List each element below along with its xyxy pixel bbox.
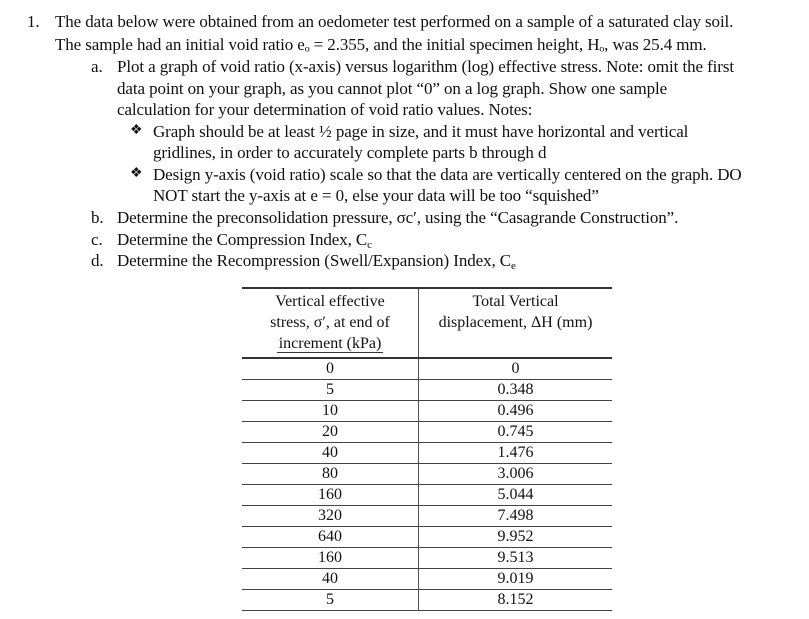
table-row bbox=[242, 422, 612, 443]
stress-cell: 10 bbox=[242, 401, 419, 422]
table-row bbox=[242, 485, 612, 506]
stress-cell: 160 bbox=[242, 548, 419, 569]
displacement-cell: 0.745 bbox=[419, 422, 613, 443]
table-row bbox=[242, 506, 612, 527]
header-vertical-effective-stress: Vertical effective stress, σ′, at end of increment (kPa) bbox=[242, 288, 419, 358]
stress-cell: 160 bbox=[242, 485, 419, 506]
part-b-text: Determine the preconsolidation pressure, σc′, using the “Casagrande Construction”. bbox=[117, 208, 679, 227]
displacement-cell: 1.476 bbox=[419, 443, 613, 464]
displacement-cell: 0.348 bbox=[419, 380, 613, 401]
part-a-line-1: Plot a graph of void ratio (x-axis) versus logarithm (log) effective stress. Note: omit the first bbox=[117, 57, 734, 76]
part-d-text: Determine the Recompression (Swell/Expansion) Index, $C_e$ bbox=[117, 251, 516, 272]
displacement-cell: 0.496 bbox=[419, 401, 613, 422]
table-row bbox=[242, 548, 612, 569]
stress-cell: 20 bbox=[242, 422, 419, 443]
table-row bbox=[242, 569, 612, 590]
stress-cell: 5 bbox=[242, 590, 419, 611]
part-b-label: b. bbox=[91, 208, 104, 227]
table-row bbox=[242, 358, 612, 380]
part-c-label: c. bbox=[91, 230, 103, 249]
displacement-cell: 8.152 bbox=[419, 590, 613, 611]
bullet-2-line-2: NOT start the y-axis at e = 0, else your data will be too “squished” bbox=[153, 186, 599, 205]
bullet-1-line-1: Graph should be at least ½ page in size, and it must have horizontal and vertical bbox=[153, 122, 689, 141]
four-diamond-bullet-icon: ❖ bbox=[130, 166, 143, 181]
displacement-cell: 5.044 bbox=[419, 485, 613, 506]
table-body bbox=[242, 358, 612, 611]
intro-line-2: The sample had an initial void ratio eₒ = 2.355, and the initial specimen height, Hₒ, was 25.4 mm. bbox=[55, 35, 707, 54]
stress-cell: 0 bbox=[242, 358, 419, 380]
stress-cell: 5 bbox=[242, 380, 419, 401]
table-row bbox=[242, 401, 612, 422]
stress-cell: 40 bbox=[242, 569, 419, 590]
four-diamond-bullet-icon: ❖ bbox=[130, 123, 143, 138]
stress-cell: 80 bbox=[242, 464, 419, 485]
problem-number: 1. bbox=[27, 12, 40, 31]
part-d-label: d. bbox=[91, 251, 104, 270]
table-row bbox=[242, 464, 612, 485]
table-row bbox=[242, 590, 612, 611]
table-row bbox=[242, 443, 612, 464]
stress-cell: 320 bbox=[242, 506, 419, 527]
part-a-label: a. bbox=[91, 57, 103, 76]
displacement-cell: 3.006 bbox=[419, 464, 613, 485]
part-c-text: Determine the Compression Index, $C_c$ bbox=[117, 230, 372, 251]
table-row bbox=[242, 380, 612, 401]
oedometer-data-table bbox=[242, 287, 612, 611]
part-a-line-2: data point on your graph, as you cannot plot “0” on a log graph. Show one sample bbox=[117, 79, 668, 98]
displacement-cell: 7.498 bbox=[419, 506, 613, 527]
stress-cell: 40 bbox=[242, 443, 419, 464]
header-total-vertical-displacement: Total Vertical displacement, ΔH (mm) bbox=[419, 288, 613, 358]
displacement-cell: 0 bbox=[419, 358, 613, 380]
stress-cell: 640 bbox=[242, 527, 419, 548]
intro-line-1: The data below were obtained from an oedometer test performed on a sample of a saturated clay soil. bbox=[55, 12, 734, 31]
displacement-cell: 9.513 bbox=[419, 548, 613, 569]
table-row bbox=[242, 527, 612, 548]
bullet-1-line-2: gridlines, in order to accurately complete parts b through d bbox=[153, 143, 547, 162]
displacement-cell: 9.019 bbox=[419, 569, 613, 590]
bullet-2-line-1: Design y-axis (void ratio) scale so that the data are vertically centered on the graph. DO bbox=[153, 165, 742, 184]
displacement-cell: 9.952 bbox=[419, 527, 613, 548]
table-header-row bbox=[242, 288, 612, 358]
part-a-line-3: calculation for your determination of void ratio values. Notes: bbox=[117, 100, 533, 119]
